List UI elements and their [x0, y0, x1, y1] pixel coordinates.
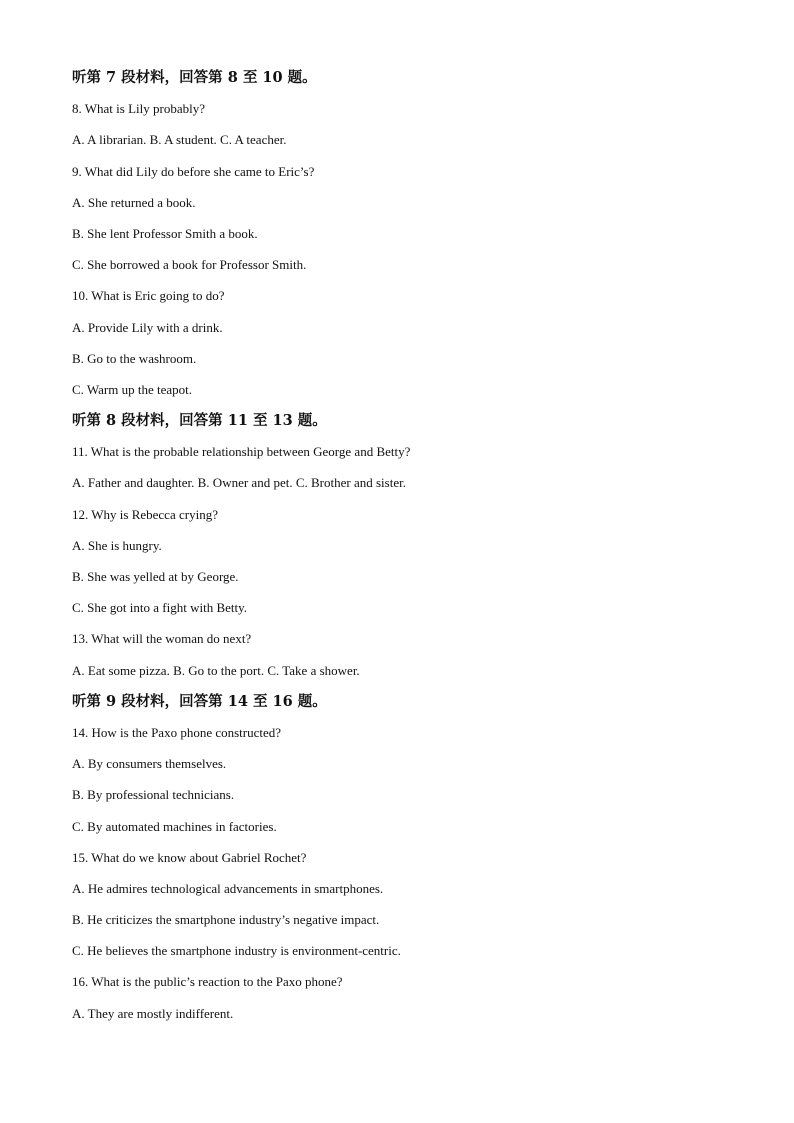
question-10: 10. What is Eric going to do?	[72, 288, 225, 304]
question-11-options: A. Father and daughter. B. Owner and pet. C. Brother and sister.	[72, 475, 406, 491]
section-heading: 听第 9 段材料，回答第 14 至 16 题。	[72, 692, 327, 710]
question-15-option-b: B. He criticizes the smartphone industry’s negative impact.	[72, 912, 380, 928]
question-16: 16. What is the public’s reaction to the Paxo phone?	[72, 974, 343, 990]
question-12-option-b: B. She was yelled at by George.	[72, 569, 239, 584]
question-9: 9. What did Lily do before she came to Eric’s?	[72, 163, 315, 179]
question-16-option-a: A. They are mostly indifferent.	[72, 1005, 234, 1021]
question-10-option-c: C. Warm up the teapot.	[72, 381, 193, 397]
question-14: 14. How is the Paxo phone constructed?	[72, 724, 282, 740]
question-10-option-b: B. Go to the washroom.	[72, 350, 197, 366]
question-10-option-a: A. Provide Lily with a drink.	[72, 319, 223, 335]
question-12-option-a: A. She is hungry.	[72, 537, 162, 553]
question-15-option-c: C. He believes the smartphone industry is environment-centric.	[72, 943, 401, 959]
question-8-options: A. A librarian. B. A student. C. A teacher.	[72, 132, 287, 148]
question-9-option-a: A. She returned a book.	[72, 194, 196, 210]
question-13-options: A. Eat some pizza. B. Go to the port. C. Take a shower.	[72, 662, 360, 678]
section-heading: 听第 8 段材料，回答第 11 至 13 题。	[72, 412, 327, 430]
question-8: 8. What is Lily probably?	[72, 101, 205, 117]
question-12-option-c: C. She got into a fight with Betty.	[72, 600, 248, 616]
question-14-option-b: B. By professional technicians.	[72, 787, 235, 803]
question-9-option-b: B. She lent Professor Smith a book.	[72, 225, 258, 241]
question-12: 12. Why is Rebecca crying?	[72, 506, 218, 522]
question-13: 13. What will the woman do next?	[72, 631, 252, 647]
document-page	[72, 62, 752, 1029]
question-15-option-a: A. He admires technological advancements in smartphones.	[72, 880, 384, 896]
question-14-option-c: C. By automated machines in factories.	[72, 818, 277, 834]
section-heading: 听第 7 段材料，回答第 8 至 10 题。	[72, 69, 317, 86]
question-15: 15. What do we know about Gabriel Rochet?	[72, 849, 307, 865]
question-9-option-c: C. She borrowed a book for Professor Smith.	[72, 257, 307, 273]
question-14-option-a: A. By consumers themselves.	[72, 756, 227, 772]
question-11: 11. What is the probable relationship between George and Betty?	[72, 444, 411, 460]
